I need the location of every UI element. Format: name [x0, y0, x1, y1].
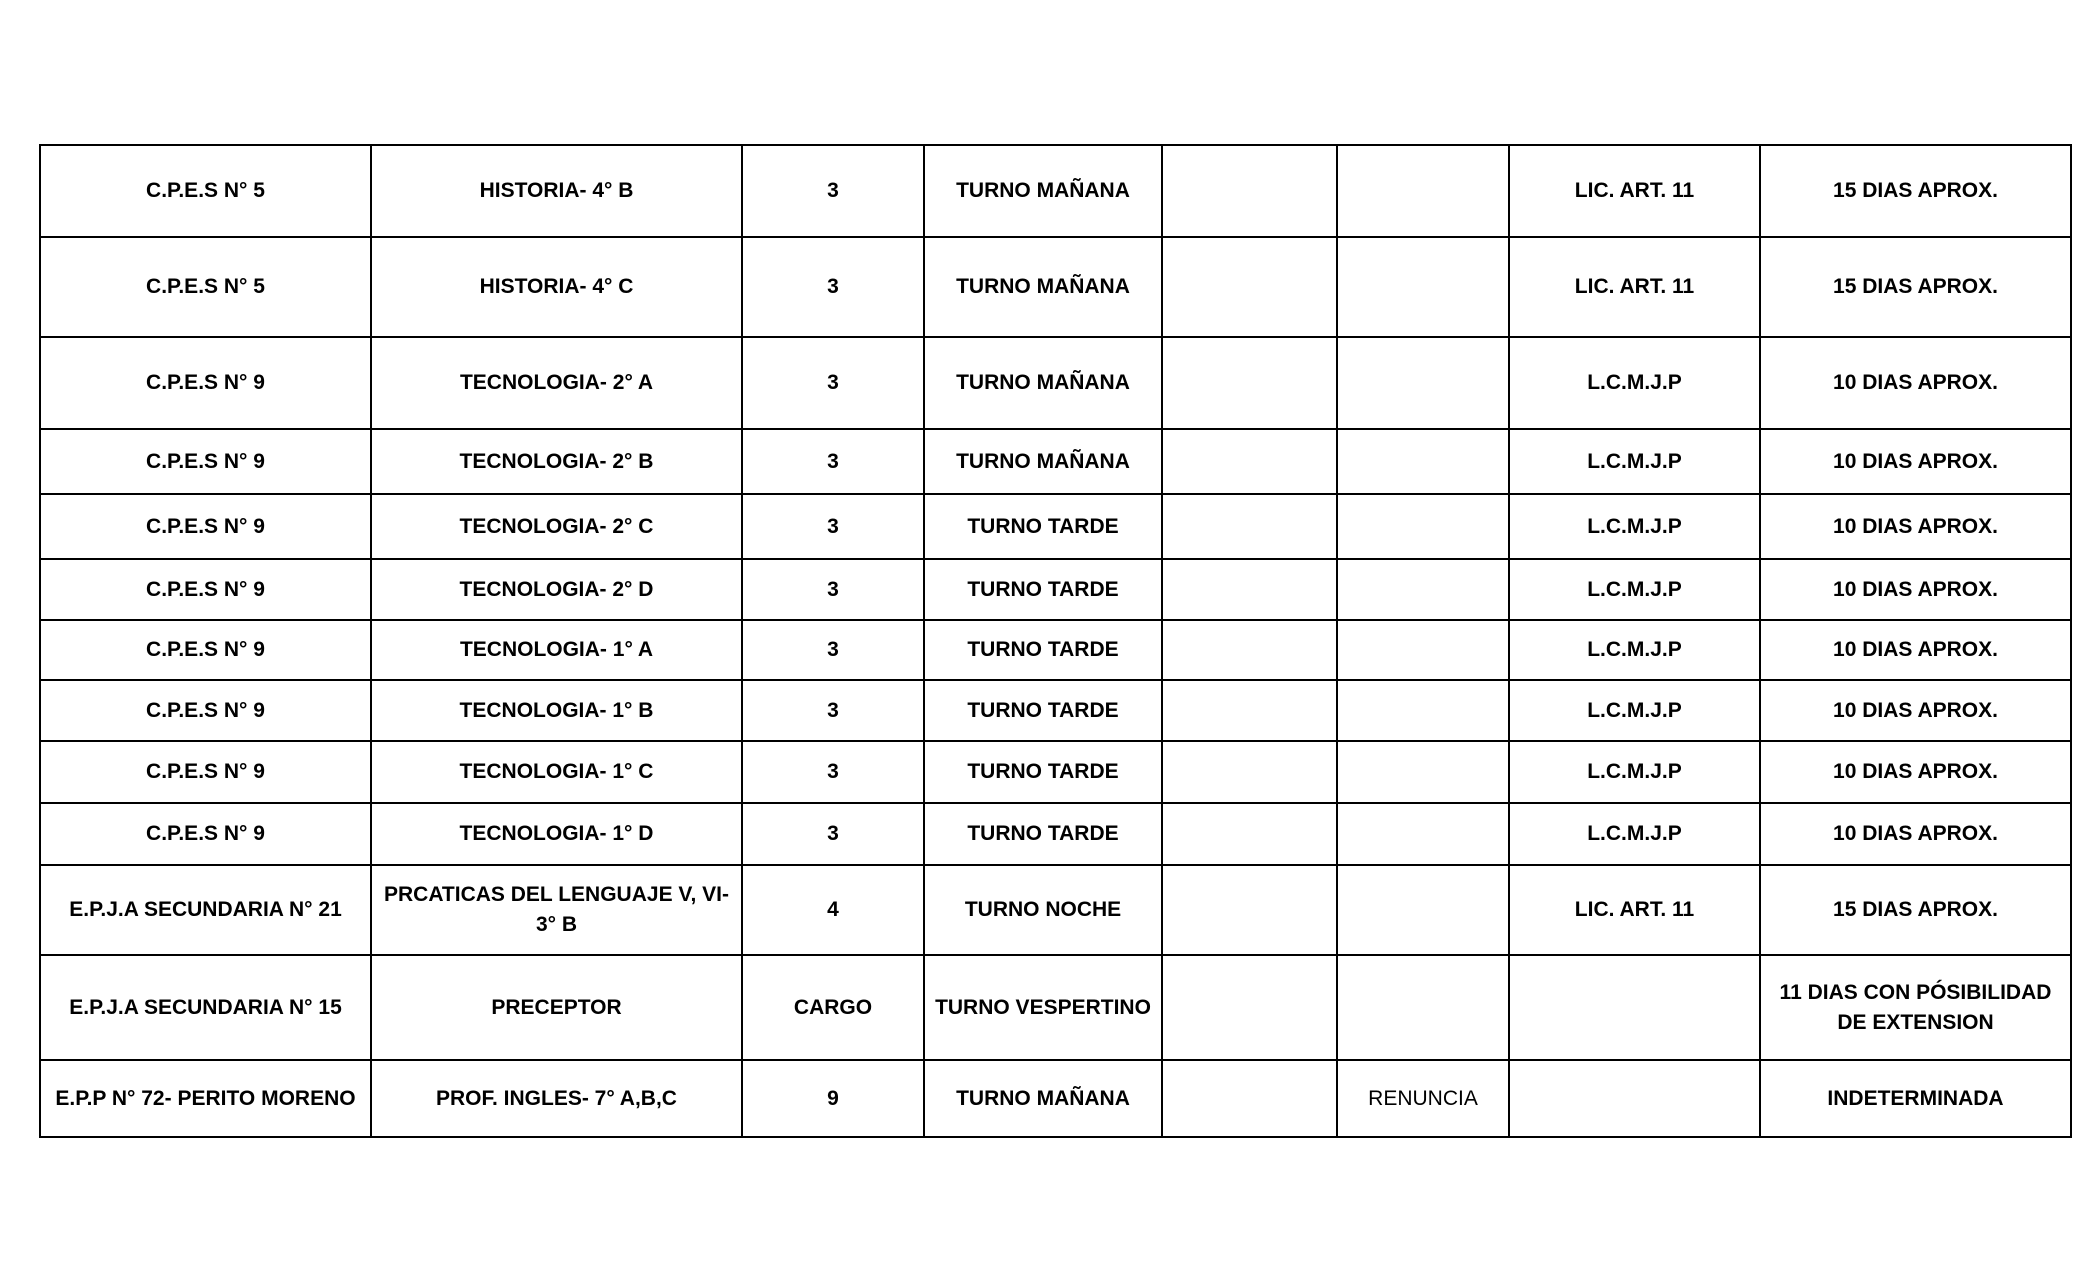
- shift-cell: TURNO TARDE: [924, 620, 1162, 680]
- status-cell: [1337, 865, 1509, 955]
- school-cell: C.P.E.S N° 9: [40, 494, 371, 559]
- subject-cell: TECNOLOGIA- 1° B: [371, 680, 742, 741]
- shift-cell: TURNO TARDE: [924, 559, 1162, 620]
- blank-cell: [1162, 803, 1337, 865]
- reason-cell: LIC. ART. 11: [1509, 865, 1760, 955]
- reason-cell: L.C.M.J.P: [1509, 337, 1760, 429]
- school-cell: E.P.P N° 72- PERITO MORENO: [40, 1060, 371, 1137]
- status-cell: [1337, 680, 1509, 741]
- table-row: [40, 1060, 2071, 1137]
- table-row: [40, 337, 2071, 429]
- subject-cell: TECNOLOGIA- 2° C: [371, 494, 742, 559]
- shift-cell: TURNO VESPERTINO: [924, 955, 1162, 1060]
- blank-cell: [1162, 145, 1337, 237]
- reason-cell: L.C.M.J.P: [1509, 741, 1760, 803]
- table-row: [40, 559, 2071, 620]
- blank-cell: [1162, 337, 1337, 429]
- blank-cell: [1162, 865, 1337, 955]
- vacancy-table-sheet: [39, 144, 2070, 1138]
- reason-cell: LIC. ART. 11: [1509, 237, 1760, 337]
- school-cell: C.P.E.S N° 9: [40, 337, 371, 429]
- school-cell: C.P.E.S N° 5: [40, 237, 371, 337]
- reason-cell: LIC. ART. 11: [1509, 145, 1760, 237]
- blank-cell: [1162, 559, 1337, 620]
- hours-cell: 3: [742, 145, 924, 237]
- table-row: [40, 865, 2071, 955]
- duration-cell: 10 DIAS APROX.: [1760, 429, 2071, 494]
- duration-cell: 10 DIAS APROX.: [1760, 337, 2071, 429]
- table-row: [40, 680, 2071, 741]
- duration-cell: 10 DIAS APROX.: [1760, 620, 2071, 680]
- blank-cell: [1162, 429, 1337, 494]
- hours-cell: 3: [742, 429, 924, 494]
- shift-cell: TURNO MAÑANA: [924, 337, 1162, 429]
- table-row: [40, 741, 2071, 803]
- school-cell: C.P.E.S N° 9: [40, 429, 371, 494]
- reason-cell: L.C.M.J.P: [1509, 429, 1760, 494]
- status-cell: [1337, 145, 1509, 237]
- school-cell: E.P.J.A SECUNDARIA N° 15: [40, 955, 371, 1060]
- reason-cell: L.C.M.J.P: [1509, 680, 1760, 741]
- shift-cell: TURNO MAÑANA: [924, 1060, 1162, 1137]
- duration-cell: 15 DIAS APROX.: [1760, 145, 2071, 237]
- table-row: [40, 237, 2071, 337]
- vacancy-table: [39, 144, 2072, 1138]
- shift-cell: TURNO MAÑANA: [924, 237, 1162, 337]
- duration-cell: 10 DIAS APROX.: [1760, 494, 2071, 559]
- blank-cell: [1162, 741, 1337, 803]
- duration-cell: 10 DIAS APROX.: [1760, 680, 2071, 741]
- subject-cell: PRCATICAS DEL LENGUAJE V, VI- 3° B: [371, 865, 742, 955]
- status-cell: [1337, 620, 1509, 680]
- status-cell: [1337, 559, 1509, 620]
- table-row: [40, 145, 2071, 237]
- blank-cell: [1162, 1060, 1337, 1137]
- duration-cell: 10 DIAS APROX.: [1760, 559, 2071, 620]
- blank-cell: [1162, 955, 1337, 1060]
- hours-cell: 4: [742, 865, 924, 955]
- table-row: [40, 429, 2071, 494]
- table-row: [40, 955, 2071, 1060]
- subject-cell: TECNOLOGIA- 2° D: [371, 559, 742, 620]
- shift-cell: TURNO NOCHE: [924, 865, 1162, 955]
- subject-cell: PROF. INGLES- 7° A,B,C: [371, 1060, 742, 1137]
- school-cell: C.P.E.S N° 9: [40, 559, 371, 620]
- hours-cell: 9: [742, 1060, 924, 1137]
- hours-cell: CARGO: [742, 955, 924, 1060]
- school-cell: C.P.E.S N° 9: [40, 680, 371, 741]
- school-cell: C.P.E.S N° 9: [40, 620, 371, 680]
- hours-cell: 3: [742, 559, 924, 620]
- hours-cell: 3: [742, 337, 924, 429]
- duration-cell: 15 DIAS APROX.: [1760, 865, 2071, 955]
- status-cell: [1337, 803, 1509, 865]
- hours-cell: 3: [742, 680, 924, 741]
- school-cell: C.P.E.S N° 9: [40, 803, 371, 865]
- status-cell: [1337, 494, 1509, 559]
- blank-cell: [1162, 620, 1337, 680]
- hours-cell: 3: [742, 620, 924, 680]
- reason-cell: [1509, 955, 1760, 1060]
- shift-cell: TURNO TARDE: [924, 741, 1162, 803]
- hours-cell: 3: [742, 237, 924, 337]
- subject-cell: HISTORIA- 4° C: [371, 237, 742, 337]
- blank-cell: [1162, 680, 1337, 741]
- subject-cell: TECNOLOGIA- 1° C: [371, 741, 742, 803]
- shift-cell: TURNO TARDE: [924, 494, 1162, 559]
- shift-cell: TURNO MAÑANA: [924, 429, 1162, 494]
- hours-cell: 3: [742, 494, 924, 559]
- school-cell: E.P.J.A SECUNDARIA N° 21: [40, 865, 371, 955]
- reason-cell: L.C.M.J.P: [1509, 620, 1760, 680]
- shift-cell: TURNO TARDE: [924, 803, 1162, 865]
- table-row: [40, 494, 2071, 559]
- status-cell: RENUNCIA: [1337, 1060, 1509, 1137]
- duration-cell: 15 DIAS APROX.: [1760, 237, 2071, 337]
- table-row: [40, 803, 2071, 865]
- status-cell: [1337, 741, 1509, 803]
- subject-cell: TECNOLOGIA- 2° A: [371, 337, 742, 429]
- status-cell: [1337, 337, 1509, 429]
- reason-cell: L.C.M.J.P: [1509, 559, 1760, 620]
- duration-cell: 11 DIAS CON PÓSIBILIDAD DE EXTENSION: [1760, 955, 2071, 1060]
- table-row: [40, 620, 2071, 680]
- duration-cell: 10 DIAS APROX.: [1760, 803, 2071, 865]
- duration-cell: 10 DIAS APROX.: [1760, 741, 2071, 803]
- shift-cell: TURNO MAÑANA: [924, 145, 1162, 237]
- school-cell: C.P.E.S N° 5: [40, 145, 371, 237]
- subject-cell: HISTORIA- 4° B: [371, 145, 742, 237]
- status-cell: [1337, 237, 1509, 337]
- reason-cell: L.C.M.J.P: [1509, 494, 1760, 559]
- shift-cell: TURNO TARDE: [924, 680, 1162, 741]
- duration-cell: INDETERMINADA: [1760, 1060, 2071, 1137]
- subject-cell: PRECEPTOR: [371, 955, 742, 1060]
- subject-cell: TECNOLOGIA- 1° A: [371, 620, 742, 680]
- subject-cell: TECNOLOGIA- 1° D: [371, 803, 742, 865]
- status-cell: [1337, 955, 1509, 1060]
- blank-cell: [1162, 494, 1337, 559]
- status-cell: [1337, 429, 1509, 494]
- hours-cell: 3: [742, 803, 924, 865]
- reason-cell: L.C.M.J.P: [1509, 803, 1760, 865]
- blank-cell: [1162, 237, 1337, 337]
- school-cell: C.P.E.S N° 9: [40, 741, 371, 803]
- hours-cell: 3: [742, 741, 924, 803]
- subject-cell: TECNOLOGIA- 2° B: [371, 429, 742, 494]
- reason-cell: [1509, 1060, 1760, 1137]
